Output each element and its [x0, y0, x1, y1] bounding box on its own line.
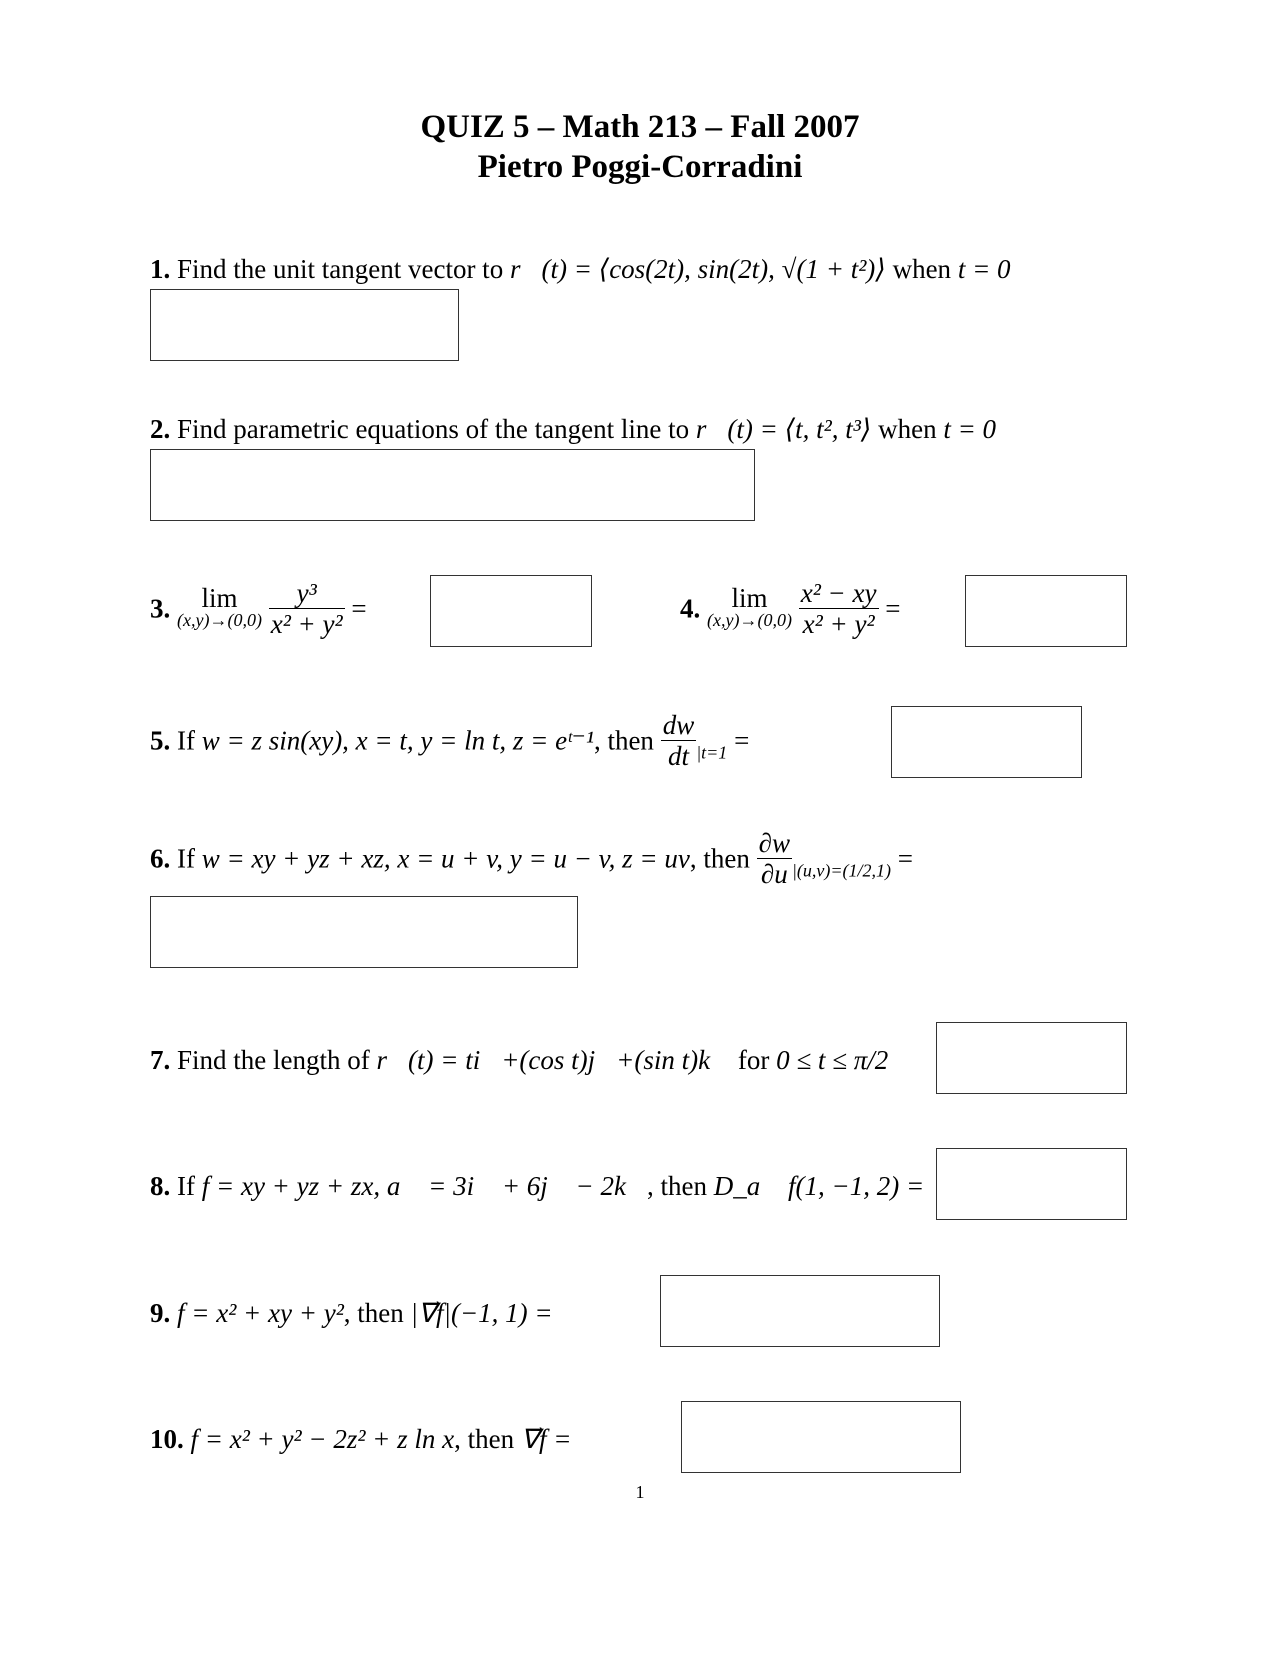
quiz-title: QUIZ 5 – Math 213 – Fall 2007: [420, 109, 860, 145]
question-math: f = xy + yz + zx, a⃗ = 3i⃗ + 6j⃗ − 2k⃗: [201, 1171, 647, 1201]
question-1: [150, 252, 1011, 286]
question-text: , then: [647, 1171, 714, 1201]
evaluation-point: |(u,v)=(1/2,1): [791, 860, 892, 881]
question-number: 10.: [150, 1424, 184, 1454]
question-number: 1.: [150, 254, 171, 284]
question-math: 0 ≤ t ≤ π/2: [776, 1045, 889, 1075]
question-text: If: [177, 1171, 202, 1201]
answer-box-7[interactable]: [936, 1022, 1127, 1094]
question-math: ∇⃗f =: [520, 1424, 572, 1454]
answer-box-5[interactable]: [891, 706, 1082, 778]
partial-derivative-fraction: $\frac{\partial w}{\partial u}$: [758, 828, 790, 889]
question-text: when: [885, 254, 958, 284]
question-math: w = z sin(xy), x = t, y = ln t, z = eᵗ⁻¹: [201, 725, 594, 756]
question-number: 6.: [150, 843, 171, 874]
question-text: Find the length of: [177, 1045, 377, 1075]
fraction: $\frac{\text{x² − xy}}{\text{x² + y²}}$: [800, 578, 877, 639]
equals-sign: =: [351, 593, 367, 624]
question-5: [150, 710, 749, 771]
question-math: f = x² + y² − 2z² + z ln x: [190, 1424, 455, 1454]
question-3: [150, 578, 367, 639]
question-text: , then: [593, 725, 661, 756]
question-10: [150, 1422, 571, 1456]
question-7: [150, 1043, 888, 1077]
question-text: , then: [343, 1298, 411, 1328]
equals-sign: =: [897, 843, 914, 874]
question-number: 4.: [680, 593, 701, 624]
fraction: $\frac{\text{y³}}{\text{x² + y²}}$: [270, 578, 343, 639]
question-number: 2.: [150, 414, 171, 444]
question-text: Find the unit tangent vector to: [177, 254, 510, 284]
question-text: when: [871, 414, 944, 444]
question-math: r⃗(t) = ⟨cos(2t), sin(2t), √(1 + t²)⟩: [509, 254, 886, 284]
question-4: [680, 578, 900, 639]
page-number: 1: [635, 1482, 645, 1502]
evaluation-point: |t=1: [696, 742, 728, 763]
question-math: |∇⃗f|(−1, 1) =: [410, 1298, 553, 1328]
question-math: w = xy + yz + xz, x = u + v, y = u − v, z = uv: [201, 843, 690, 874]
answer-box-4[interactable]: [965, 575, 1127, 647]
question-2: [150, 412, 996, 446]
derivative-fraction: $\frac{dw}{dt}$: [662, 710, 695, 771]
question-math: t = 0: [957, 254, 1011, 284]
question-6: [150, 828, 913, 889]
answer-box-6[interactable]: [150, 896, 578, 968]
answer-box-10[interactable]: [681, 1401, 961, 1473]
question-number: 7.: [150, 1045, 171, 1075]
question-9: [150, 1296, 553, 1330]
question-math: r⃗(t) = ti⃗+(cos t)j⃗+(sin t)k⃗: [376, 1045, 732, 1075]
question-math: D_a⃗ f(1, −1, 2) =: [713, 1171, 925, 1201]
question-number: 8.: [150, 1171, 171, 1201]
question-number: 3.: [150, 593, 171, 624]
limit-operator: lim (x,y)→(0,0): [707, 582, 792, 630]
answer-box-3[interactable]: [430, 575, 592, 647]
answer-box-2[interactable]: [150, 449, 755, 521]
question-text: , then: [689, 843, 757, 874]
question-text: for: [731, 1045, 777, 1075]
question-math: r⃗(t) = ⟨t, t², t³⟩: [695, 414, 872, 444]
question-math: f = x² + xy + y²: [177, 1298, 344, 1328]
answer-box-1[interactable]: [150, 289, 459, 361]
author-name: Pietro Poggi-Corradini: [477, 149, 803, 185]
question-number: 5.: [150, 725, 171, 756]
question-text: Find parametric equations of the tangent line to: [177, 414, 696, 444]
question-text: , then: [454, 1424, 521, 1454]
equals-sign: =: [734, 725, 750, 756]
question-number: 9.: [150, 1298, 171, 1328]
answer-box-9[interactable]: [660, 1275, 940, 1347]
equals-sign: =: [885, 593, 901, 624]
question-text: If: [177, 843, 202, 874]
question-8: [150, 1169, 924, 1203]
question-math: t = 0: [943, 414, 997, 444]
limit-operator: lim (x,y)→(0,0): [177, 582, 262, 630]
question-text: If: [177, 725, 202, 756]
answer-box-8[interactable]: [936, 1148, 1127, 1220]
